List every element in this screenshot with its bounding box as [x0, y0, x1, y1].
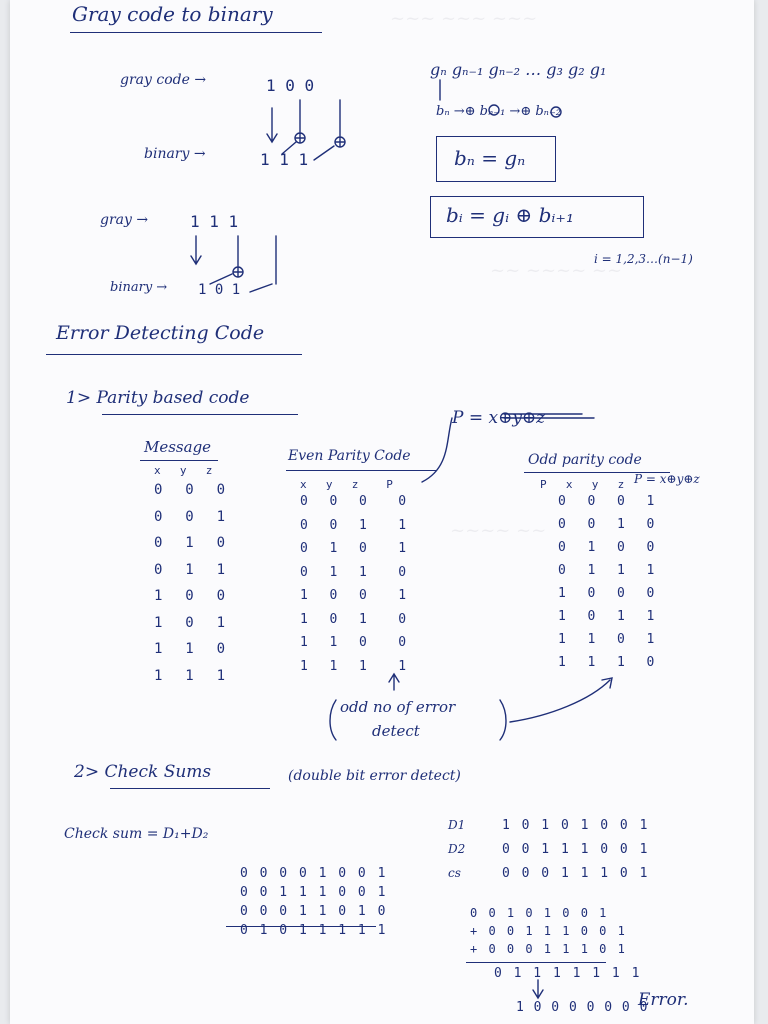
message-row: 0 1 0	[154, 535, 228, 551]
error-label: Error.	[638, 990, 689, 1010]
message-title: Message	[144, 438, 212, 456]
ex1-gray-bits: 1 0 0	[266, 76, 315, 95]
bleed-through-text: ~~~ ~~~ ~~~	[390, 8, 538, 29]
formula-bn-equals-gn: bₙ = gₙ	[454, 146, 526, 170]
down-arrow	[267, 108, 277, 142]
down-arrow	[533, 980, 543, 998]
parity-formula: P = x⊕y⊕z	[452, 408, 546, 428]
diag-arrow	[314, 146, 334, 160]
formula-bi: bᵢ = gᵢ ⊕ bᵢ₊₁	[446, 203, 574, 227]
index-range: i = 1,2,3…(n−1)	[594, 252, 693, 266]
odd-parity-row: 1 1 0 1	[558, 632, 657, 647]
odd-parity-row: 0 0 0 1	[558, 494, 657, 509]
bleed-through-text: ~~~~ ~~	[450, 520, 547, 541]
heading-underline	[110, 788, 270, 789]
section-title-gray-to-binary: Gray code to binary	[72, 2, 273, 26]
message-row: 1 1 1	[154, 667, 228, 684]
up-arrow	[389, 674, 399, 690]
even-parity-row: 0 1 1 0	[300, 564, 409, 580]
even-parity-row: 1 1 0 0	[300, 635, 409, 650]
odd-parity-row: 0 1 1 1	[558, 563, 657, 578]
checksum-word-label: D1	[448, 818, 466, 832]
ex2-gray-bits: 1 1 1	[190, 212, 239, 231]
even-column-headers: x y z P	[300, 478, 395, 491]
section-title-error-detecting: Error Detecting Code	[56, 322, 265, 344]
checksum-left-row: 0 0 1 1 1 0 0 1	[240, 885, 388, 900]
note-detect: detect	[372, 722, 420, 740]
checksum-sum-row: + 0 0 1 1 1 0 0 1	[470, 924, 627, 938]
checksum-left-row: 0 0 0 1 1 0 1 0	[240, 904, 388, 919]
message-row: 1 0 0	[154, 588, 228, 604]
odd-parity-row: 0 0 1 0	[558, 517, 657, 532]
message-row: 0 1 1	[154, 561, 228, 578]
diag-arrow	[250, 284, 272, 292]
checksum-word-label: D2	[448, 842, 466, 856]
note-odd-error: odd no of error	[340, 698, 456, 716]
message-row: 1 0 1	[154, 614, 228, 631]
even-parity-row: 1 0 1 0	[300, 611, 409, 627]
sum-result: 0 1 1 1 1 1 1 1	[494, 966, 642, 981]
message-column-headers: x y z	[154, 464, 215, 477]
odd-parity-row: 1 1 1 0	[558, 655, 657, 670]
odd-column-headers: P x y z	[540, 478, 627, 491]
checksum-note: (double bit error detect)	[288, 768, 461, 784]
even-parity-row: 0 0 1 1	[300, 517, 409, 533]
even-parity-row: 1 0 0 1	[300, 588, 409, 603]
checksum-formula: Check sum = D₁+D₂	[64, 826, 209, 842]
odd-parity-formula: P = x⊕y⊕z	[634, 472, 700, 486]
bleed-through-text: ~~ ~~~~ ~~	[490, 260, 623, 281]
general-binary-sequence: bₙ →⊕ bₙ₋₁ →⊕ bₙ₋₂	[436, 104, 562, 119]
odd-parity-title: Odd parity code	[528, 452, 642, 468]
parity-heading: 1> Parity based code	[66, 388, 250, 408]
connector-line	[422, 418, 452, 482]
xor-icon	[233, 267, 243, 277]
even-parity-row: 1 1 1 1	[300, 658, 409, 674]
odd-parity-row: 1 0 0 0	[558, 586, 657, 601]
even-parity-row: 0 0 0 0	[300, 494, 409, 509]
checksum-sum-row: + 0 0 0 1 1 1 0 1	[470, 942, 627, 956]
message-row: 1 1 0	[154, 641, 228, 657]
ex1-binary-label: binary →	[144, 146, 206, 162]
title-underline	[286, 470, 436, 471]
sum-line	[466, 962, 606, 963]
even-parity-row: 0 1 0 1	[300, 541, 409, 556]
checksum-word-value: 0 0 1 1 1 0 0 1	[502, 842, 650, 857]
ex2-binary-label: binary →	[110, 280, 168, 295]
message-row: 0 0 1	[154, 508, 228, 525]
checksum-word-value: 0 0 0 1 1 1 0 1	[502, 866, 650, 881]
xor-icon	[295, 133, 305, 143]
odd-parity-row: 0 1 0 0	[558, 540, 657, 555]
curved-arrow	[510, 678, 612, 722]
heading-underline	[102, 414, 298, 415]
xor-icon	[335, 137, 345, 147]
title-underline	[140, 460, 218, 461]
notebook-page	[10, 0, 754, 1024]
odd-parity-row: 1 0 1 1	[558, 609, 657, 624]
final-result: 1 0 0 0 0 0 0 0	[516, 1000, 649, 1015]
even-parity-title: Even Parity Code	[288, 448, 411, 464]
title-underline	[70, 32, 322, 33]
title-underline	[46, 354, 302, 355]
ex1-gray-label: gray code →	[120, 72, 207, 88]
checksum-left-row: 0 0 0 0 1 0 0 1	[240, 866, 388, 881]
ex2-binary-bits: 1 0 1	[198, 282, 241, 298]
checksum-word-value: 1 0 1 0 1 0 0 1	[502, 818, 650, 833]
message-row: 0 0 0	[154, 482, 228, 498]
checksum-left-row: 0 1 0 1 1 1 1 1	[240, 923, 388, 938]
checksum-sum-row: 0 0 1 0 1 0 0 1	[470, 906, 609, 920]
general-gray-sequence: gₙ gₙ₋₁ gₙ₋₂ … g₃ g₂ g₁	[430, 60, 607, 79]
ex2-gray-label: gray →	[100, 212, 149, 228]
checksum-heading: 2> Check Sums	[74, 762, 212, 782]
bracket	[500, 700, 506, 740]
checksum-word-label: cs	[448, 866, 461, 880]
sum-line	[226, 926, 376, 927]
ex1-binary-bits: 1 1 1	[260, 150, 309, 169]
bracket	[330, 700, 336, 740]
